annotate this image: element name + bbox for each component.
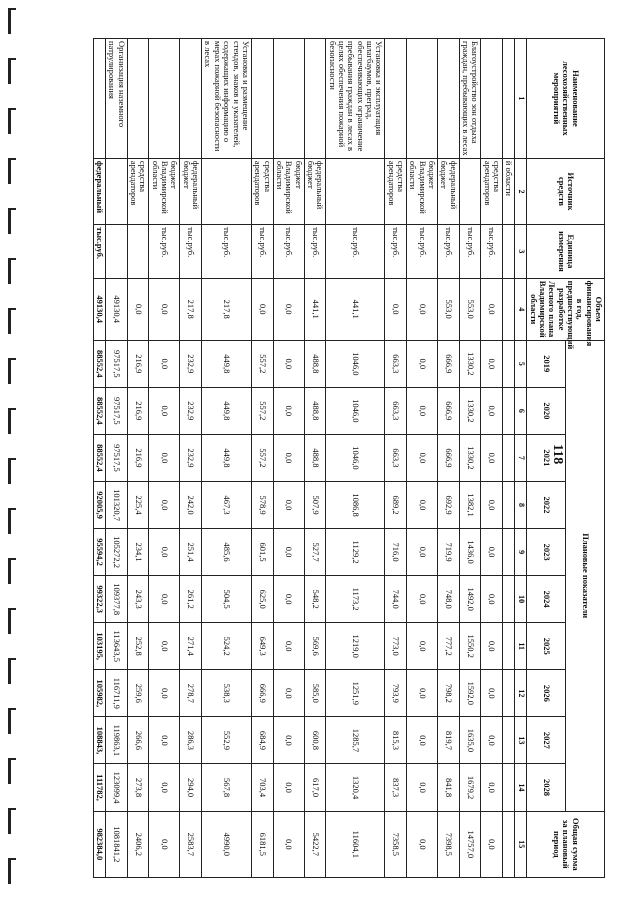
col-index: 10 <box>515 576 527 623</box>
year-value-cell: 0,0 <box>481 340 503 387</box>
source-cell: федеральный бюджет <box>180 158 202 224</box>
year-header: 2019 <box>527 340 566 387</box>
year-header: 2024 <box>527 576 566 623</box>
year-value-cell: 0,0 <box>273 340 304 387</box>
year-value-cell: 1330,2 <box>459 434 481 481</box>
year-value-cell: 105982, <box>93 670 105 717</box>
base-volume-cell <box>503 278 515 340</box>
base-volume-cell: 553,0 <box>459 278 481 340</box>
table-row <box>127 39 149 878</box>
year-value-cell: 216,9 <box>127 340 149 387</box>
year-value-cell: 216,9 <box>127 434 149 481</box>
year-value-cell: 1436,0 <box>459 529 481 576</box>
year-value-cell: 0,0 <box>149 529 180 576</box>
year-value-cell: 0,0 <box>481 717 503 764</box>
year-value-cell: 1550,2 <box>459 623 481 670</box>
base-volume-cell: 49130,4 <box>93 278 105 340</box>
year-value-cell <box>503 717 515 764</box>
year-value-cell: 1046,0 <box>326 340 385 387</box>
year-header: 2028 <box>527 764 566 811</box>
col-index: 7 <box>515 434 527 481</box>
year-value-cell: 273,8 <box>127 764 149 811</box>
year-value-cell: 666,9 <box>251 670 273 717</box>
year-value-cell: 666,9 <box>438 387 460 434</box>
rotated-page <box>35 38 605 878</box>
measure-name-cell <box>127 39 149 159</box>
year-value-cell: 0,0 <box>481 481 503 528</box>
year-value-cell: 601,5 <box>251 529 273 576</box>
year-value-cell: 748,0 <box>438 576 460 623</box>
base-volume-cell: 0,0 <box>407 278 438 340</box>
year-value-cell: 0,0 <box>481 576 503 623</box>
year-value-cell: 266,6 <box>127 717 149 764</box>
unit-cell: тыс.руб. <box>385 225 407 279</box>
year-value-cell: 666,9 <box>438 340 460 387</box>
binder-holes <box>6 0 18 905</box>
table-row <box>149 39 180 878</box>
total-cell: 2406,2 <box>127 811 149 877</box>
total-cell: 1081841,2 <box>106 811 128 877</box>
year-value-cell: 95594,2 <box>93 529 105 576</box>
table-row <box>251 39 273 878</box>
year-value-cell <box>503 623 515 670</box>
year-value-cell: 557,2 <box>251 340 273 387</box>
total-cell <box>503 811 515 877</box>
year-value-cell: 617,0 <box>304 764 326 811</box>
total-cell: 0,0 <box>273 811 304 877</box>
unit-cell <box>106 225 128 279</box>
unit-cell: тыс.руб. <box>93 225 105 279</box>
table-row <box>106 39 128 878</box>
year-value-cell: 538,3 <box>202 670 252 717</box>
year-value-cell: 242,0 <box>180 481 202 528</box>
measure-name-cell <box>385 39 407 159</box>
source-cell: федеральный <box>93 158 105 224</box>
total-cell: 0,0 <box>481 811 503 877</box>
year-value-cell: 1592,0 <box>459 670 481 717</box>
year-value-cell: 101320,7 <box>106 481 128 528</box>
col-index: 4 <box>515 278 527 340</box>
measure-name-cell: Благоустройство зон отдыха граждан, пребывающих в лесах <box>459 39 481 159</box>
year-value-cell: 252,8 <box>127 623 149 670</box>
year-header: 2027 <box>527 717 566 764</box>
base-volume-cell: 217,8 <box>202 278 252 340</box>
year-value-cell: 0,0 <box>407 481 438 528</box>
year-header: 2023 <box>527 529 566 576</box>
year-value-cell: 585,0 <box>304 670 326 717</box>
year-value-cell: 569,6 <box>304 623 326 670</box>
year-value-cell <box>503 434 515 481</box>
base-volume-cell: 553,0 <box>438 278 460 340</box>
col-index: 3 <box>515 225 527 279</box>
year-value-cell: 108843, <box>93 717 105 764</box>
year-value-cell: 557,2 <box>251 434 273 481</box>
total-cell: 6181,5 <box>251 811 273 877</box>
year-value-cell: 113643,5 <box>106 623 128 670</box>
year-value-cell: 0,0 <box>273 576 304 623</box>
base-volume-cell: 49130,4 <box>106 278 128 340</box>
year-value-cell: 1320,4 <box>326 764 385 811</box>
year-value-cell: 467,3 <box>202 481 252 528</box>
source-cell <box>106 158 128 224</box>
source-cell: федеральный бюджет <box>438 158 460 224</box>
year-value-cell: 777,2 <box>438 623 460 670</box>
year-value-cell: 111782, <box>93 764 105 811</box>
measure-name-cell <box>149 39 180 159</box>
header-volume: Объем финансирования в год, предшествующий разработке Лесного плана Владимирской области <box>527 278 605 340</box>
table-body <box>93 39 515 878</box>
unit-cell: тыс.руб. <box>273 225 304 279</box>
measure-name-cell <box>273 39 304 159</box>
year-value-cell: 0,0 <box>149 340 180 387</box>
header-name: Наименование лесохозяйственных мероприятий <box>527 39 605 159</box>
unit-cell: тыс.руб. <box>202 225 252 279</box>
year-value-cell: 1129,2 <box>326 529 385 576</box>
total-cell: 4990,0 <box>202 811 252 877</box>
year-value-cell: 1635,0 <box>459 717 481 764</box>
year-value-cell: 232,9 <box>180 340 202 387</box>
year-value-cell: 97517,5 <box>106 387 128 434</box>
year-value-cell: 625,0 <box>251 576 273 623</box>
year-value-cell: 504,5 <box>202 576 252 623</box>
year-value-cell: 234,1 <box>127 529 149 576</box>
year-value-cell <box>503 576 515 623</box>
unit-cell: тыс.руб. <box>459 225 481 279</box>
year-value-cell: 1219,0 <box>326 623 385 670</box>
year-value-cell: 0,0 <box>481 529 503 576</box>
year-value-cell: 485,6 <box>202 529 252 576</box>
unit-cell <box>503 225 515 279</box>
col-index: 5 <box>515 340 527 387</box>
year-value-cell: 1330,2 <box>459 340 481 387</box>
table-row <box>180 39 202 878</box>
total-cell: 11604,1 <box>326 811 385 877</box>
total-cell: 5422,7 <box>304 811 326 877</box>
measure-name-cell <box>481 39 503 159</box>
year-value-cell: 259,6 <box>127 670 149 717</box>
unit-cell: тыс.руб. <box>438 225 460 279</box>
year-value-cell: 666,9 <box>438 434 460 481</box>
header-total: Общая сумма за плановый период <box>527 811 605 877</box>
table-row <box>385 39 407 878</box>
year-value-cell: 0,0 <box>149 623 180 670</box>
year-value-cell: 557,2 <box>251 387 273 434</box>
year-value-cell: 684,9 <box>251 717 273 764</box>
year-value-cell: 123099,4 <box>106 764 128 811</box>
measure-name-cell: Установка и эксплуатация шлагбаумов, преград, обеспечивающих ограничение пребывания граждан в лесах в целях обеспечения пожарной безопасности <box>326 39 385 159</box>
table-row <box>273 39 304 878</box>
base-volume-cell: 0,0 <box>149 278 180 340</box>
col-index: 1 <box>515 39 527 159</box>
source-cell <box>326 158 385 224</box>
col-index: 13 <box>515 717 527 764</box>
year-value-cell <box>503 529 515 576</box>
col-index: 9 <box>515 529 527 576</box>
table-row <box>407 39 438 878</box>
year-value-cell: 689,2 <box>385 481 407 528</box>
source-cell: средства арендаторов <box>385 158 407 224</box>
year-value-cell: 798,2 <box>438 670 460 717</box>
year-value-cell: 109377,8 <box>106 576 128 623</box>
year-value-cell: 0,0 <box>273 387 304 434</box>
year-value-cell: 524,2 <box>202 623 252 670</box>
year-value-cell: 1330,2 <box>459 387 481 434</box>
year-value-cell: 1492,0 <box>459 576 481 623</box>
table-row <box>503 39 515 878</box>
base-volume-cell: 0,0 <box>251 278 273 340</box>
year-value-cell: 0,0 <box>407 434 438 481</box>
year-value-cell: 0,0 <box>407 387 438 434</box>
year-header: 2021 <box>527 434 566 481</box>
source-cell: й области <box>503 158 515 224</box>
year-value-cell: 507,9 <box>304 481 326 528</box>
table-row <box>459 39 481 878</box>
year-value-cell: 116711,9 <box>106 670 128 717</box>
year-header: 2025 <box>527 623 566 670</box>
table-row <box>438 39 460 878</box>
year-value-cell: 600,8 <box>304 717 326 764</box>
year-value-cell: 815,3 <box>385 717 407 764</box>
total-cell: 2583,7 <box>180 811 202 877</box>
year-value-cell: 0,0 <box>481 434 503 481</box>
col-index: 15 <box>515 811 527 877</box>
unit-cell: тыс.руб. <box>180 225 202 279</box>
year-value-cell: 0,0 <box>407 670 438 717</box>
base-volume-cell: 0,0 <box>127 278 149 340</box>
year-value-cell: 488,8 <box>304 387 326 434</box>
year-value-cell: 0,0 <box>481 670 503 717</box>
year-value-cell: 105272,2 <box>106 529 128 576</box>
year-value-cell: 88552,4 <box>93 434 105 481</box>
year-value-cell: 1382,1 <box>459 481 481 528</box>
measure-name-cell <box>503 39 515 159</box>
table-row <box>326 39 385 878</box>
header-row-1 <box>566 39 605 878</box>
source-cell: бюджет Владимирской области <box>273 158 304 224</box>
unit-cell: тыс.руб. <box>326 225 385 279</box>
year-value-cell: 0,0 <box>481 387 503 434</box>
total-cell: 0,0 <box>407 811 438 877</box>
column-index-row <box>515 39 527 878</box>
year-value-cell: 1046,0 <box>326 387 385 434</box>
year-value-cell: 0,0 <box>407 623 438 670</box>
year-value-cell: 449,8 <box>202 434 252 481</box>
year-value-cell: 649,3 <box>251 623 273 670</box>
year-value-cell: 261,2 <box>180 576 202 623</box>
measure-name-cell <box>180 39 202 159</box>
col-index: 2 <box>515 158 527 224</box>
year-value-cell: 692,9 <box>438 481 460 528</box>
col-index: 14 <box>515 764 527 811</box>
year-value-cell: 99322,3 <box>93 576 105 623</box>
year-value-cell: 0,0 <box>273 529 304 576</box>
unit-cell: тыс.руб. <box>304 225 326 279</box>
forestry-plan-table <box>93 38 605 878</box>
header-unit: Единица измерения <box>527 225 605 279</box>
year-value-cell: 663,3 <box>385 434 407 481</box>
base-volume-cell: 0,0 <box>385 278 407 340</box>
base-volume-cell: 0,0 <box>273 278 304 340</box>
year-value-cell <box>503 764 515 811</box>
year-value-cell: 286,3 <box>180 717 202 764</box>
year-value-cell: 841,8 <box>438 764 460 811</box>
year-value-cell: 716,0 <box>385 529 407 576</box>
total-cell: 982384,0 <box>93 811 105 877</box>
source-cell <box>459 158 481 224</box>
year-value-cell: 97517,5 <box>106 340 128 387</box>
total-cell: 7398,5 <box>438 811 460 877</box>
col-index: 8 <box>515 481 527 528</box>
measure-name-cell: Установка и размещение стендов, знаков и указателей, содержащих информацию о мерах пожарной безопасности в лесах <box>202 39 252 159</box>
year-value-cell: 449,8 <box>202 340 252 387</box>
year-value-cell: 0,0 <box>407 340 438 387</box>
measure-name-cell: Организация наземного патрулирования <box>106 39 128 159</box>
year-value-cell: 0,0 <box>149 717 180 764</box>
header-source: Источник средств <box>527 158 605 224</box>
header-planned: Плановые показатели <box>566 340 605 811</box>
source-cell: средства арендаторов <box>251 158 273 224</box>
page-number: 118 <box>550 444 565 465</box>
year-header: 2022 <box>527 481 566 528</box>
year-value-cell: 216,9 <box>127 387 149 434</box>
year-header: 2020 <box>527 387 566 434</box>
year-value-cell: 0,0 <box>273 481 304 528</box>
measure-name-cell <box>407 39 438 159</box>
year-value-cell: 793,9 <box>385 670 407 717</box>
year-value-cell: 278,7 <box>180 670 202 717</box>
base-volume-cell: 441,1 <box>326 278 385 340</box>
year-value-cell: 744,0 <box>385 576 407 623</box>
year-value-cell: 97517,5 <box>106 434 128 481</box>
year-value-cell: 88552,4 <box>93 340 105 387</box>
table-row <box>93 39 105 878</box>
source-cell: средства арендаторов <box>481 158 503 224</box>
year-value-cell: 0,0 <box>407 717 438 764</box>
total-cell: 14757,0 <box>459 811 481 877</box>
year-value-cell: 552,9 <box>202 717 252 764</box>
year-value-cell: 251,4 <box>180 529 202 576</box>
year-value-cell: 1046,0 <box>326 434 385 481</box>
unit-cell: тыс.руб. <box>149 225 180 279</box>
year-value-cell: 0,0 <box>481 764 503 811</box>
year-value-cell: 0,0 <box>149 764 180 811</box>
table-row <box>304 39 326 878</box>
source-cell <box>202 158 252 224</box>
year-value-cell: 703,4 <box>251 764 273 811</box>
col-index: 6 <box>515 387 527 434</box>
year-value-cell: 819,7 <box>438 717 460 764</box>
year-value-cell: 0,0 <box>407 529 438 576</box>
col-index: 11 <box>515 623 527 670</box>
year-value-cell: 271,4 <box>180 623 202 670</box>
year-value-cell: 663,3 <box>385 340 407 387</box>
year-value-cell: 548,2 <box>304 576 326 623</box>
year-value-cell: 225,4 <box>127 481 149 528</box>
year-value-cell: 663,3 <box>385 387 407 434</box>
year-value-cell: 119863,1 <box>106 717 128 764</box>
source-cell: бюджет Владимирской области <box>407 158 438 224</box>
year-value-cell: 243,3 <box>127 576 149 623</box>
year-value-cell: 0,0 <box>149 387 180 434</box>
year-value-cell <box>503 481 515 528</box>
year-value-cell: 488,8 <box>304 434 326 481</box>
year-value-cell: 0,0 <box>481 623 503 670</box>
total-cell: 0,0 <box>149 811 180 877</box>
year-header: 2026 <box>527 670 566 717</box>
measure-name-cell <box>251 39 273 159</box>
source-cell: средства арендаторов <box>127 158 149 224</box>
year-value-cell: 578,9 <box>251 481 273 528</box>
measure-name-cell <box>304 39 326 159</box>
unit-cell: тыс.руб. <box>251 225 273 279</box>
year-value-cell: 88552,4 <box>93 387 105 434</box>
year-value-cell: 0,0 <box>149 434 180 481</box>
unit-cell <box>127 225 149 279</box>
year-value-cell: 0,0 <box>149 481 180 528</box>
year-value-cell: 0,0 <box>273 623 304 670</box>
year-value-cell: 488,8 <box>304 340 326 387</box>
table-row <box>481 39 503 878</box>
year-value-cell: 1086,8 <box>326 481 385 528</box>
source-cell: бюджет Владимирской области <box>149 158 180 224</box>
year-value-cell: 0,0 <box>273 434 304 481</box>
year-value-cell: 567,8 <box>202 764 252 811</box>
unit-cell: тыс.руб. <box>407 225 438 279</box>
year-value-cell <box>503 340 515 387</box>
base-volume-cell: 217,8 <box>180 278 202 340</box>
source-cell: федеральный бюджет <box>304 158 326 224</box>
year-value-cell: 1251,9 <box>326 670 385 717</box>
col-index: 12 <box>515 670 527 717</box>
year-value-cell: 1173,2 <box>326 576 385 623</box>
year-value-cell: 0,0 <box>273 717 304 764</box>
year-value-cell <box>503 670 515 717</box>
unit-cell: тыс.руб. <box>481 225 503 279</box>
year-value-cell: 1679,2 <box>459 764 481 811</box>
table-row <box>202 39 252 878</box>
year-value-cell: 719,9 <box>438 529 460 576</box>
year-value-cell <box>503 387 515 434</box>
year-value-cell: 0,0 <box>273 670 304 717</box>
total-cell: 7358,5 <box>385 811 407 877</box>
year-value-cell: 773,0 <box>385 623 407 670</box>
year-value-cell: 0,0 <box>149 670 180 717</box>
year-value-cell: 0,0 <box>273 764 304 811</box>
year-value-cell: 0,0 <box>407 764 438 811</box>
year-value-cell: 527,7 <box>304 529 326 576</box>
year-value-cell: 0,0 <box>407 576 438 623</box>
year-value-cell: 232,9 <box>180 434 202 481</box>
measure-name-cell <box>438 39 460 159</box>
base-volume-cell: 441,1 <box>304 278 326 340</box>
year-value-cell: 92005,9 <box>93 481 105 528</box>
base-volume-cell: 0,0 <box>481 278 503 340</box>
year-value-cell: 1285,7 <box>326 717 385 764</box>
year-value-cell: 0,0 <box>149 576 180 623</box>
measure-name-cell <box>93 39 105 159</box>
year-value-cell: 232,9 <box>180 387 202 434</box>
year-value-cell: 837,3 <box>385 764 407 811</box>
year-value-cell: 449,8 <box>202 387 252 434</box>
year-value-cell: 103195, <box>93 623 105 670</box>
year-value-cell: 294,0 <box>180 764 202 811</box>
